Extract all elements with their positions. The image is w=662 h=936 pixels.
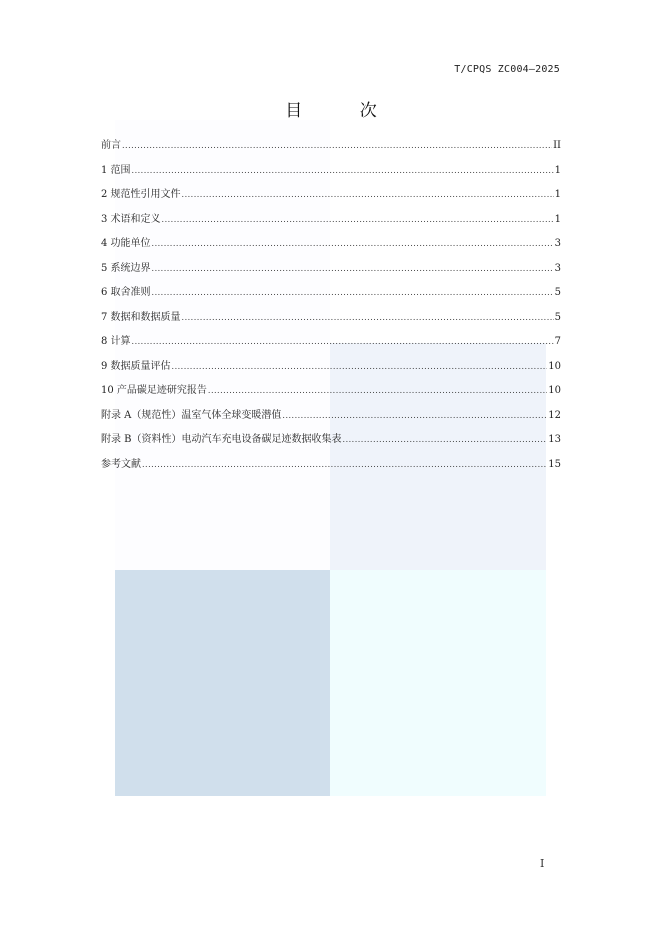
toc-entry-label: 7 数据和数据质量 <box>101 311 181 323</box>
toc-entry-page: 1 <box>554 213 561 225</box>
toc-entry[interactable] <box>101 430 561 455</box>
toc-entry-label: 6 取舍准则 <box>101 287 151 298</box>
toc-entry[interactable] <box>101 381 561 406</box>
toc-entry-page: 15 <box>548 458 561 470</box>
toc-entry-label: 参考文献 <box>101 458 141 470</box>
toc-dot-leader <box>208 386 547 395</box>
toc-entry[interactable] <box>101 357 561 382</box>
toc-dot-leader <box>152 288 554 297</box>
toc-entry-page: 10 <box>548 360 561 372</box>
toc-entry-label: 附录 B（资料性）电动汽车充电设备碳足迹数据收集表 <box>101 434 342 445</box>
toc-entry[interactable] <box>101 332 561 357</box>
toc-entry-page: 1 <box>554 189 561 200</box>
toc-entry[interactable] <box>101 283 561 308</box>
toc-entry-page: 5 <box>554 287 561 298</box>
toc-entry[interactable] <box>101 185 561 210</box>
toc-entry-page: 1 <box>554 164 561 176</box>
toc-entry-label: 2 规范性引用文件 <box>101 189 181 200</box>
toc-dot-leader <box>343 435 548 444</box>
toc-entry-label: 10 产品碳足迹研究报告 <box>101 385 207 396</box>
toc-dot-leader <box>122 141 552 150</box>
toc-dot-leader <box>282 411 547 420</box>
toc-entry-label: 1 范围 <box>101 164 131 176</box>
toc-entry[interactable] <box>101 308 561 333</box>
toc-entry-page: 5 <box>554 311 561 323</box>
background-block-bottom-right <box>330 570 546 796</box>
table-of-contents <box>101 136 561 479</box>
toc-entry[interactable] <box>101 210 561 235</box>
toc-dot-leader <box>152 239 554 248</box>
toc-entry[interactable] <box>101 161 561 186</box>
toc-entry-label: 8 计算 <box>101 336 131 347</box>
toc-entry[interactable] <box>101 234 561 259</box>
toc-entry-page: 7 <box>554 336 561 347</box>
toc-entry[interactable] <box>101 259 561 284</box>
toc-dot-leader <box>172 362 548 371</box>
toc-dot-leader <box>182 313 554 322</box>
toc-entry-label: 4 功能单位 <box>101 238 151 249</box>
toc-entry[interactable] <box>101 455 561 480</box>
toc-dot-leader <box>132 166 554 175</box>
toc-entry-page: 13 <box>548 434 561 445</box>
document-code: T/CPQS ZC004—2025 <box>454 64 560 75</box>
toc-entry[interactable] <box>101 136 561 161</box>
toc-entry-page: 3 <box>554 238 561 249</box>
toc-dot-leader <box>142 460 547 469</box>
toc-dot-leader <box>132 337 554 346</box>
toc-dot-leader <box>182 190 554 199</box>
toc-entry-page: II <box>553 140 561 151</box>
toc-entry-label: 附录 A（规范性）温室气体全球变暖潜值 <box>101 409 282 421</box>
toc-entry-page: 10 <box>548 385 561 396</box>
page-number: I <box>540 857 545 870</box>
toc-entry-label: 3 术语和定义 <box>101 213 161 225</box>
toc-entry-page: 12 <box>548 409 561 421</box>
toc-entry-label: 前言 <box>101 140 121 151</box>
toc-entry[interactable] <box>101 406 561 431</box>
toc-title: 目 次 <box>285 101 403 121</box>
toc-entry-label: 5 系统边界 <box>101 262 151 274</box>
toc-entry-label: 9 数据质量评估 <box>101 360 171 372</box>
toc-entry-page: 3 <box>554 262 561 274</box>
background-block-bottom-left <box>115 570 330 796</box>
toc-dot-leader <box>152 264 554 273</box>
toc-dot-leader <box>162 215 554 224</box>
